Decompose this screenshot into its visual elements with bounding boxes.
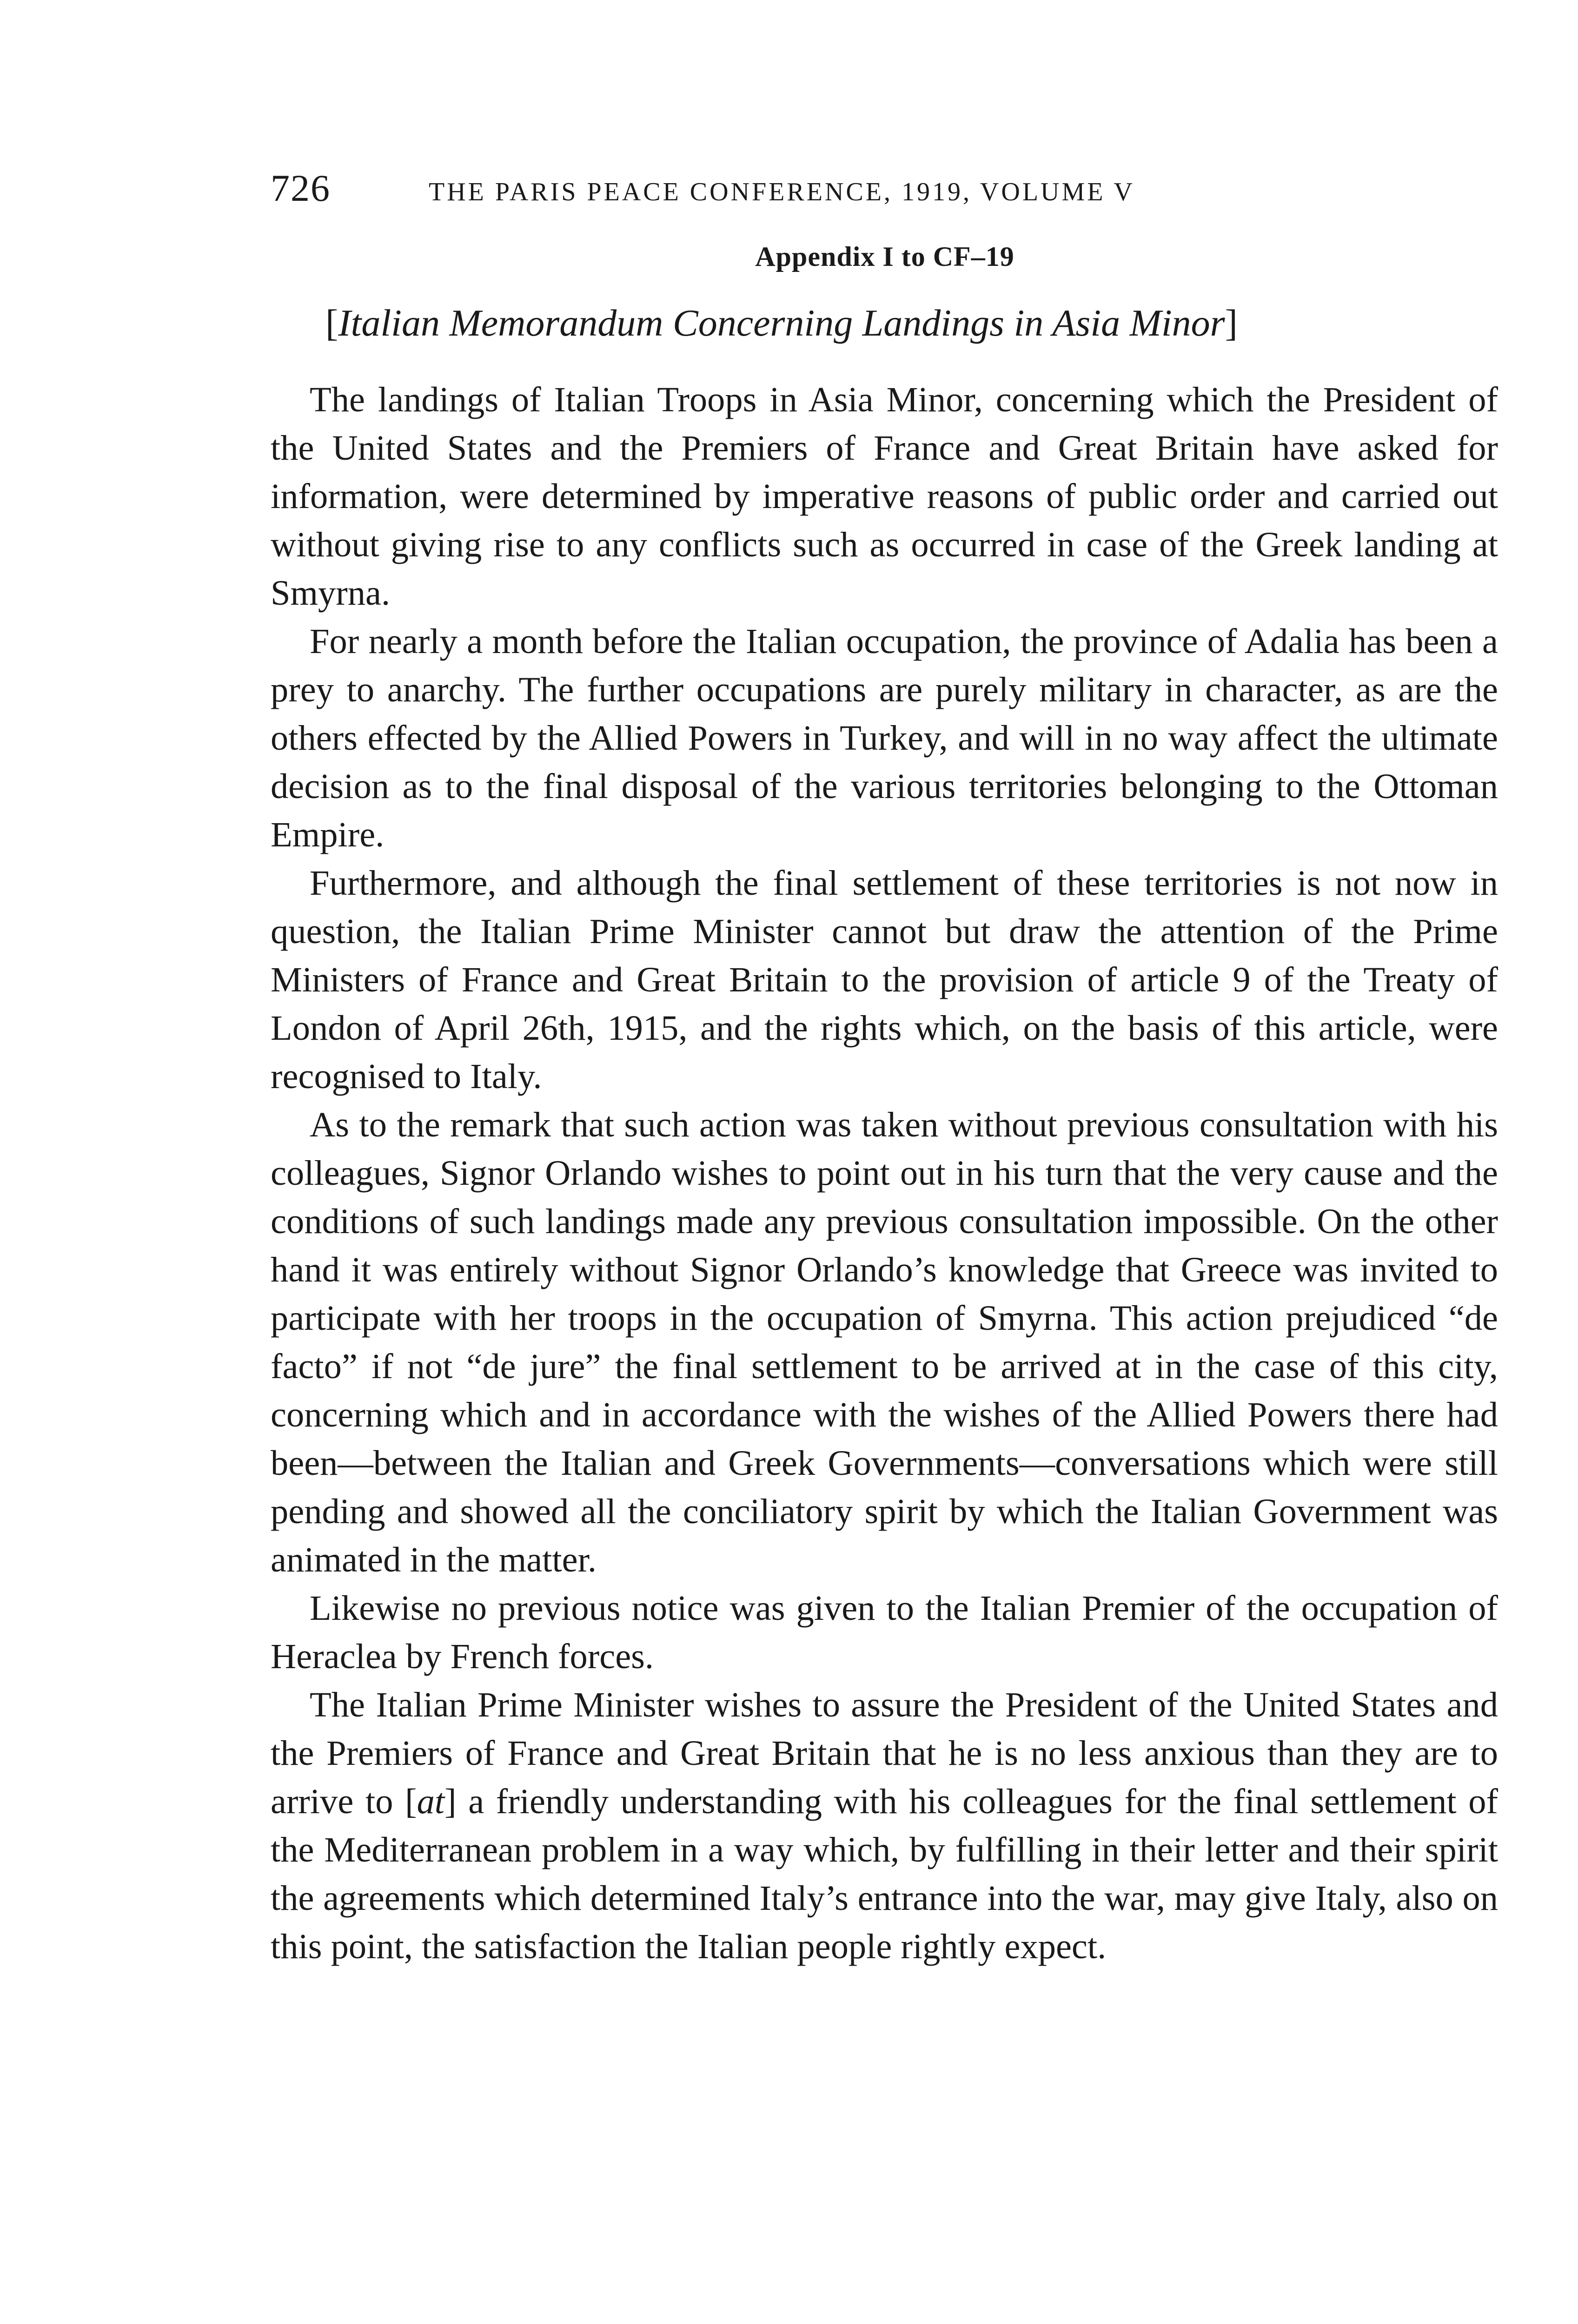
- paragraph-heraclea: Likewise no previous notice was given to the Italian Premier of the occupation of Heraclea by French forces.: [271, 1588, 1498, 1676]
- running-title: THE PARIS PEACE CONFERENCE, 1919, VOLUME V: [429, 178, 1135, 206]
- editorial-bracket-open: [: [405, 1782, 417, 1821]
- final-paragraph-end: a friendly understanding with his colleagues for the final settlement of the Mediterranean problem in a way which, by fulfilling in their letter and their spirit the agreements which determined Italy’s entrance into the war, may give Italy, also on this point, the satisfaction the Italian people rightly expect.: [271, 1782, 1498, 1966]
- appendix-heading: Appendix I to CF–19: [755, 241, 1014, 272]
- final-paragraph-start: The Italian Prime Minister wishes to assure the President of the United States and the Premiers of France and Great Britain that he is no less anxious than they are to arrive to: [271, 1685, 1498, 1821]
- editorial-bracket-close: ]: [444, 1782, 457, 1821]
- paragraph-final-assurance: [271, 1681, 1498, 1971]
- paragraph-adalia: For nearly a month before the Italian occupation, the province of Adalia has been a prey to anarchy. The further occupations are purely military in character, as are the others effected by the Allied Powers in Turkey, and will in no way affect the ultimate decision as to the final disposal of the various territories belonging to the Ottoman Empire.: [271, 621, 1498, 854]
- editorial-insertion: at: [417, 1782, 445, 1821]
- document-title: [325, 297, 1460, 349]
- running-head: [271, 165, 1349, 216]
- paragraph-landings: The landings of Italian Troops in Asia Minor, concerning which the President of the United States and the Premiers of France and Great Britain have asked for information, were determined by imperative reasons of public order and carried out without giving rise to any conflicts such as occurred in case of the Greek landing at Smyrna.: [271, 380, 1498, 613]
- title-open-bracket: [: [325, 302, 338, 344]
- paragraph-treaty-of-london: Furthermore, and although the final settlement of these territories is not now in question, the Italian Prime Minister cannot but draw the attention of the Prime Ministers of France and Great Britain to the provision of article 9 of the Treaty of London of April 26th, 1915, and the rights which, on the basis of this article, were recognised to Italy.: [271, 863, 1498, 1096]
- place-and-date: [310, 2319, 609, 2324]
- page-number: 726: [271, 167, 331, 209]
- memorandum-body: [271, 376, 1498, 1971]
- title-text: Italian Memorandum Concerning Landings in Asia Minor: [338, 302, 1225, 344]
- paragraph-smyrna: As to the remark that such action was taken without previous consultation with his colleagues, Signor Orlando wishes to point out in his turn that the very cause and the conditions of such landings made any previous consultation impossible. On the other hand it was entirely without Signor Orlando’s knowledge that Greece was invited to participate with her troops in the occupation of Smyrna. This action prejudiced “de facto” if not “de jure” the final settlement to be arrived at in the case of this city, concerning which and in accordance with the wishes of the Allied Powers there had been—between the Italian and Greek Governments—conversations which were still pending and showed all the conciliatory spirit by which the Italian Government was animated in the matter.: [271, 1105, 1498, 1579]
- title-close-bracket: ]: [1225, 302, 1238, 344]
